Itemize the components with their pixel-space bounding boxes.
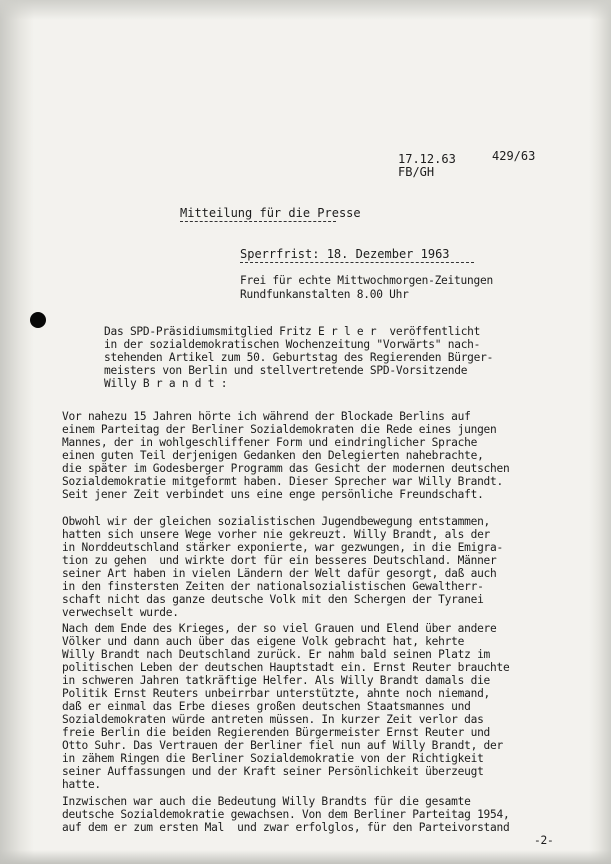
text-line: Willy Brandt nach Deutschland zurück. Er nahm bald seinen Platz im (62, 648, 491, 661)
text-line: in schweren Jahren tatkräftige Helfer. Als Willy Brandt damals die (62, 674, 491, 687)
text-line: daß er einmal das Erbe dieses großen deutschen Staatsmannes und (62, 700, 471, 713)
header-date: 17.12.63 (398, 152, 456, 166)
scan-edge-top (0, 0, 611, 20)
text-line: Politik Ernst Reuters unbeirrbar unterstützte, ahnte noch niemand, (62, 687, 491, 700)
page-continuation-marker: -2- (534, 834, 554, 847)
text-line: Inzwischen war auch die Bedeutung Willy Brandts für die gesamte (62, 795, 471, 808)
text-line: Sozialdemokratie mitgeformt haben. Dieser Sprecher war Willy Brandt. (62, 475, 504, 488)
title-underline (180, 221, 336, 222)
text-line: in Norddeutschland stärker exponierte, war gezwungen, in die Emigra- (62, 541, 504, 554)
text-line: Obwohl wir der gleichen sozialistischen Jugendbewegung entstammen, (62, 515, 491, 528)
text-line: hatte. (62, 778, 101, 791)
embargo-line-3: Rundfunkanstalten 8.00 Uhr (240, 288, 409, 301)
header-initials: FB/GH (398, 165, 435, 179)
text-line: schaft nicht das ganze deutsche Volk mit den Schergen der Tyranei (62, 593, 484, 606)
text-line: in den finstersten Zeiten der nationalsozialistischen Gewaltherr- (62, 580, 484, 593)
intro-line: Das SPD-Präsidiumsmitglied Fritz E r l e r veröffentlicht (104, 325, 481, 338)
text-line: einem Parteitag der Berliner Sozialdemokraten die Rede eines jungen (62, 423, 497, 436)
embargo-line-1: Sperrfrist: 18. Dezember 1963 (240, 247, 450, 261)
text-line: Völker und dann auch über das eigene Volk gebracht hat, kehrte (62, 635, 465, 648)
text-line: die später im Godesberger Programm das Gesicht der modernen deutschen (62, 462, 510, 475)
text-line: politischen Leben der deutschen Hauptstadt ein. Ernst Reuter brauchte (62, 661, 510, 674)
text-line: seiner Auffassungen und der Kraft seiner Persönlichkeit überzeugt (62, 765, 484, 778)
text-line: Vor nahezu 15 Jahren hörte ich während der Blockade Berlins auf (62, 410, 471, 423)
punch-hole (30, 312, 46, 328)
text-line: hatten sich unsere Wege vorher nie gekreuzt. Willy Brandt, als der (62, 528, 491, 541)
header-number: 429/63 (492, 149, 536, 163)
embargo-line-2: Frei für echte Mittwochmorgen-Zeitungen (240, 274, 493, 287)
scan-edge-bottom (0, 850, 611, 864)
text-line: Nach dem Ende des Krieges, der so viel Grauen und Elend über andere (62, 622, 497, 635)
text-line: auf dem er zum ersten Mal und zwar erfolglos, für den Parteivorstand (62, 821, 510, 834)
text-line: Seit jener Zeit verbindet uns eine enge persönliche Freundschaft. (62, 488, 484, 501)
text-line: tion zu gehen und wirkte dort für ein besseres Deutschland. Männer (62, 554, 497, 567)
text-line: freie Berlin die beiden Regierenden Bürgermeister Ernst Reuter und (62, 726, 491, 739)
scan-edge-right (589, 0, 611, 864)
embargo-underline (240, 262, 474, 263)
intro-line: in der sozialdemokratischen Wochenzeitung "Vorwärts" nach- (104, 338, 481, 351)
text-line: einen guten Teil derjenigen Gedanken den Delegierten nahebrachte, (62, 449, 484, 462)
text-line: verwechselt wurde. (62, 606, 179, 619)
page-title: Mitteilung für die Presse (180, 206, 361, 220)
intro-line: Willy B r a n d t : (104, 377, 228, 390)
text-line: Otto Suhr. Das Vertrauen der Berliner fiel nun auf Willy Brandt, der (62, 739, 504, 752)
text-line: seiner Art haben in vielen Ländern der Welt dafür gesorgt, daß auch (62, 567, 497, 580)
intro-line: meisters von Berlin und stellvertretende SPD-Vorsitzende (104, 364, 468, 377)
intro-line: stehenden Artikel zum 50. Geburtstag des Regierenden Bürger- (104, 351, 494, 364)
text-line: deutsche Sozialdemokratie gewachsen. Von dem Berliner Parteitag 1954, (62, 808, 510, 821)
text-line: in zähem Ringen die Berliner Sozialdemokratie von der Richtigkeit (62, 752, 484, 765)
text-line: Sozialdemokraten würde antreten müssen. In kurzer Zeit verlor das (62, 713, 484, 726)
text-line: Mannes, der in wohlgeschliffener Form und eindringlicher Sprache (62, 436, 478, 449)
scan-edge-left (0, 0, 34, 864)
